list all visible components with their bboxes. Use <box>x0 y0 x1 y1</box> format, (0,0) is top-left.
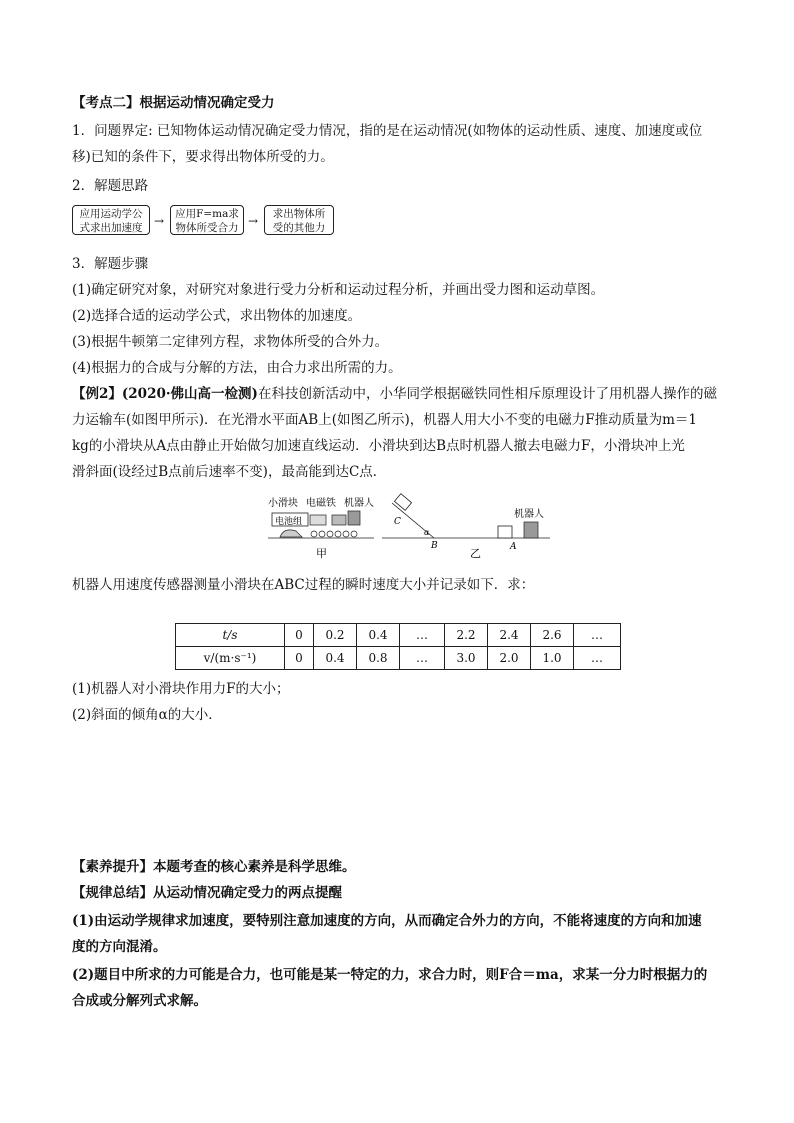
rule-1-line2: 度的方向混淆。 <box>72 939 167 955</box>
example-line2: 力运输车(如图甲所示)．在光滑水平面AB上(如图乙所示)，机器人用大小不变的电磁力F推动质量为m＝1 <box>72 412 697 428</box>
table-row-velocity <box>176 647 621 670</box>
flow-diagram <box>72 205 342 237</box>
example-label: 【例2】(2020·佛山高一检测) <box>72 386 258 402</box>
flow-box-newton-line2: 物体所受合力 <box>175 222 239 234</box>
label-battery: 电池组 <box>275 517 303 527</box>
flow-box-kinematics-line1: 应用运动学公 <box>79 208 143 220</box>
point-c: C <box>394 517 401 527</box>
rule-summary-title: 【规律总结】从运动情况确定受力的两点提醒 <box>72 885 342 901</box>
table-cell: 2.2 <box>445 624 488 647</box>
table-cell: 1.0 <box>531 647 574 670</box>
solution-approach-heading: 2．解题思路 <box>72 178 149 194</box>
angle-alpha: α <box>424 528 430 537</box>
table-cell: 0.4 <box>357 624 400 647</box>
label-robot-yi: 机器人 <box>514 509 544 520</box>
question-2: (2)斜面的倾角α的大小． <box>72 707 222 723</box>
flow-box-newton-line1: 应用F=ma求 <box>175 208 239 220</box>
label-robot: 机器人 <box>344 498 374 509</box>
robot-icon <box>348 511 360 525</box>
magnet-icon <box>332 515 346 525</box>
label-magnet: 电磁铁 <box>306 498 336 509</box>
slider-block-icon <box>310 515 326 525</box>
table-cell: 0.2 <box>314 624 357 647</box>
flow-box-other-force-line1: 求出物体所 <box>272 208 326 220</box>
table-cell: 0 <box>285 624 314 647</box>
table-cell: … <box>400 624 445 647</box>
table-cell: 0.4 <box>314 647 357 670</box>
problem-definition-line2: 移)已知的条件下，要求得出物体所受的力。 <box>72 149 334 165</box>
table-cell: 2.6 <box>531 624 574 647</box>
section-title: 【考点二】根据运动情况确定受力 <box>72 95 275 111</box>
table-cell: 0 <box>285 647 314 670</box>
step-1: (1)确定研究对象，对研究对象进行受力分析和运动过程分析，并画出受力图和运动草图。 <box>72 282 605 298</box>
label-figure-yi: 乙 <box>470 547 481 560</box>
block-on-incline-icon <box>394 494 411 511</box>
flow-arrow-icon: → <box>248 214 259 228</box>
experiment-figure <box>262 493 552 561</box>
rule-1-line1: (1)由运动学规律求加速度，要特别注意加速度的方向，从而确定合外力的方向，不能将速度的方向和加速 <box>72 913 702 929</box>
flow-box-newton <box>170 205 244 235</box>
table-cell: … <box>574 624 621 647</box>
table-cell: … <box>574 647 621 670</box>
point-b: B <box>431 541 438 551</box>
table-row-time <box>176 624 621 647</box>
rule-2-line2: 合成或分解列式求解。 <box>72 993 207 1009</box>
question-1: (1)机器人对小滑块作用力F的大小； <box>72 681 290 697</box>
measurement-text: 机器人用速度传感器测量小滑块在ABC过程的瞬时速度大小并记录如下．求： <box>72 577 535 593</box>
table-cell: … <box>400 647 445 670</box>
header-time: t/s <box>176 624 285 647</box>
literacy-note: 【素养提升】本题考查的核心素养是科学思维。 <box>72 859 356 875</box>
label-slider: 小滑块 <box>268 498 298 509</box>
label-figure-jia: 甲 <box>316 547 327 560</box>
velocity-table <box>175 623 621 670</box>
example-text1: 在科技创新活动中，小华同学根据磁铁同性相斥原理设计了用机器人操作的磁 <box>257 386 717 402</box>
header-velocity: v/(m·s⁻¹) <box>176 647 285 670</box>
rule-2-line1: (2)题目中所求的力可能是合力，也可能是某一特定的力，求合力时，则F合＝ma，求某一分力时根据力的 <box>72 967 708 983</box>
example-line4: 滑斜面(设经过B点前后速率不变)，最高能到达C点． <box>72 464 387 480</box>
flow-box-kinematics <box>72 205 150 235</box>
example-line1 <box>72 385 717 403</box>
problem-definition-line1: 1．问题界定: 已知物体运动情况确定受力情况，指的是在运动情况(如物体的运动性质、速度、加速度或位 <box>72 123 703 139</box>
example-line3: kg的小滑块从A点由静止开始做匀加速直线运动．小滑块到达B点时机器人撤去电磁力F，小滑块冲上光 <box>72 438 685 454</box>
flow-box-other-force <box>264 205 334 235</box>
step-2: (2)选择合适的运动学公式，求出物体的加速度。 <box>72 308 362 324</box>
table-cell: 2.0 <box>488 647 531 670</box>
table-cell: 0.8 <box>357 647 400 670</box>
hand-icon <box>280 530 302 537</box>
flow-box-kinematics-line2: 式求出加速度 <box>79 222 143 234</box>
flow-arrow-icon: → <box>154 214 165 228</box>
robot-yi-icon <box>524 522 538 538</box>
step-3: (3)根据牛顿第二定律列方程，求物体所受的合外力。 <box>72 334 389 350</box>
solution-steps-heading: 3．解题步骤 <box>72 256 149 272</box>
flow-box-other-force-line2: 受的其他力 <box>272 222 326 234</box>
table-cell: 3.0 <box>445 647 488 670</box>
wheels-icon <box>311 531 357 537</box>
point-a: A <box>510 542 517 552</box>
table-cell: 2.4 <box>488 624 531 647</box>
step-4: (4)根据力的合成与分解的方法，由合力求出所需的力。 <box>72 360 402 376</box>
block-at-a-icon <box>498 526 512 538</box>
